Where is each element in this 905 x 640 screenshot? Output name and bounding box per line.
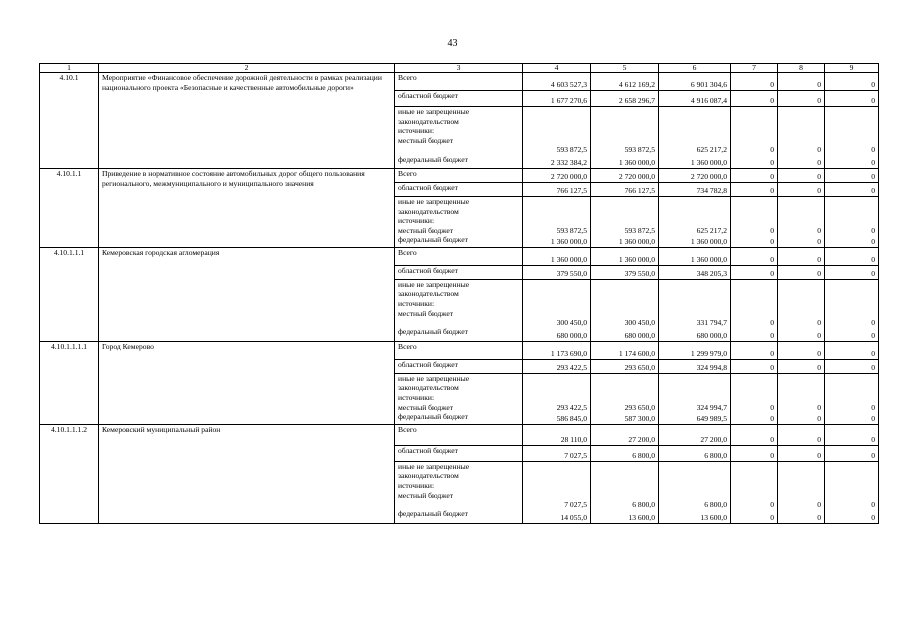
source-label-line: источники: — [398, 480, 435, 490]
row-name: Город Кемерово — [99, 341, 395, 424]
value-cell: 593 872,5 — [523, 107, 591, 155]
value-cell: 593 872,5 — [591, 107, 659, 155]
value-cell: 0 — [825, 327, 879, 341]
header-row — [40, 64, 879, 73]
value-cell: 0 — [825, 73, 879, 91]
value-cell: 0 — [825, 412, 879, 424]
value-cell: 0 — [778, 341, 825, 359]
value-cell: 0 — [825, 107, 879, 155]
source-label-line: иные не запрещенные — [398, 197, 470, 206]
source-label-local — [395, 373, 523, 412]
value-cell: 0 — [778, 412, 825, 424]
value-cell: 0 — [825, 183, 879, 197]
value-cell: 0 — [731, 279, 778, 327]
source-label-regional: областной бюджет — [395, 91, 523, 107]
value-cell: 2 720 000,0 — [659, 169, 731, 183]
source-label-local — [395, 197, 523, 236]
section-row-total — [40, 169, 879, 183]
value-cell: 1 360 000,0 — [659, 247, 731, 265]
value-cell: 4 916 087,4 — [659, 91, 731, 107]
value-cell: 6 901 304,6 — [659, 73, 731, 91]
value-cell: 28 110,0 — [523, 424, 591, 445]
source-label-regional: областной бюджет — [395, 359, 523, 373]
value-cell: 0 — [825, 91, 879, 107]
value-cell: 680 000,0 — [591, 327, 659, 341]
source-label-line: законодательством — [398, 289, 459, 299]
value-cell: 0 — [731, 461, 778, 509]
value-cell: 0 — [731, 155, 778, 169]
section-row-total — [40, 424, 879, 445]
value-cell: 2 720 000,0 — [591, 169, 659, 183]
row-code: 4.10.1.1.1.2 — [40, 424, 99, 523]
row-name: Приведение в нормативное состояние автомобильных дорог общего пользования регионального, межмуниципального и муниципального значения — [99, 169, 395, 248]
value-cell: 300 450,0 — [591, 279, 659, 327]
source-label-line: иные не запрещенные — [398, 279, 470, 289]
value-cell: 0 — [825, 247, 879, 265]
row-name: Кемеровский муниципальный район — [99, 424, 395, 523]
source-label-federal: федеральный бюджет — [395, 509, 523, 523]
value-cell: 586 845,0 — [523, 412, 591, 424]
value-cell: 766 127,5 — [591, 183, 659, 197]
value-cell: 0 — [731, 235, 778, 247]
value-cell: 0 — [731, 359, 778, 373]
section-row-total — [40, 73, 879, 91]
value-cell: 2 720 000,0 — [523, 169, 591, 183]
value-cell: 13 600,0 — [591, 509, 659, 523]
value-cell: 0 — [778, 424, 825, 445]
value-cell: 14 055,0 — [523, 509, 591, 523]
table-body — [40, 64, 879, 524]
value-cell: 6 800,0 — [659, 461, 731, 509]
value-cell: 680 000,0 — [659, 327, 731, 341]
row-name: Кемеровская городская агломерация — [99, 247, 395, 341]
value-cell: 0 — [825, 359, 879, 373]
source-label-line: местный бюджет — [398, 402, 454, 412]
value-cell: 331 794,7 — [659, 279, 731, 327]
section-row-total — [40, 341, 879, 359]
value-cell: 293 650,0 — [591, 359, 659, 373]
value-cell: 7 027,5 — [523, 461, 591, 509]
value-cell: 1 174 600,0 — [591, 341, 659, 359]
value-cell: 293 422,5 — [523, 359, 591, 373]
value-cell: 4 612 169,2 — [591, 73, 659, 91]
value-cell: 1 360 000,0 — [659, 155, 731, 169]
value-cell: 0 — [778, 461, 825, 509]
source-label-line: иные не запрещенные — [398, 107, 470, 116]
value-cell: 0 — [778, 197, 825, 236]
value-cell: 0 — [778, 169, 825, 183]
source-label-federal: федеральный бюджет — [395, 327, 523, 341]
source-label-line: законодательством — [398, 116, 459, 126]
source-label-line: источники: — [398, 299, 435, 309]
source-label-line: иные не запрещенные — [398, 461, 470, 471]
source-label-federal: федеральный бюджет — [395, 412, 523, 424]
value-cell: 0 — [825, 424, 879, 445]
value-cell: 0 — [778, 73, 825, 91]
value-cell: 0 — [825, 461, 879, 509]
value-cell: 27 200,0 — [591, 424, 659, 445]
value-cell: 0 — [825, 373, 879, 412]
value-cell: 0 — [778, 107, 825, 155]
value-cell: 0 — [778, 183, 825, 197]
source-label-local — [395, 107, 523, 155]
value-cell: 0 — [731, 197, 778, 236]
row-code: 4.10.1.1 — [40, 169, 99, 248]
value-cell: 0 — [778, 279, 825, 327]
header-cell: 4 — [523, 64, 591, 73]
value-cell: 4 603 527,3 — [523, 73, 591, 91]
source-label-line: местный бюджет — [398, 490, 454, 500]
value-cell: 0 — [825, 169, 879, 183]
value-cell: 348 205,3 — [659, 265, 731, 279]
header-cell: 7 — [731, 64, 778, 73]
value-cell: 0 — [731, 412, 778, 424]
source-label-line: источники: — [398, 216, 435, 226]
value-cell: 0 — [825, 235, 879, 247]
source-label-federal: федеральный бюджет — [395, 155, 523, 169]
value-cell: 1 299 979,0 — [659, 341, 731, 359]
value-cell: 0 — [778, 265, 825, 279]
source-label-regional: областной бюджет — [395, 265, 523, 279]
value-cell: 7 027,5 — [523, 445, 591, 461]
value-cell: 0 — [731, 509, 778, 523]
row-name: Мероприятие «Финансовое обеспечение дорожной деятельности в рамках реализации национального проекта «Безопасные и качественные автомобильные дороги» — [99, 73, 395, 169]
value-cell: 300 450,0 — [523, 279, 591, 327]
value-cell: 1 360 000,0 — [523, 235, 591, 247]
value-cell: 0 — [825, 445, 879, 461]
source-label-local — [395, 461, 523, 509]
value-cell: 0 — [731, 107, 778, 155]
value-cell: 293 422,5 — [523, 373, 591, 412]
value-cell: 2 332 384,2 — [523, 155, 591, 169]
value-cell: 0 — [778, 509, 825, 523]
source-label-total: Всего — [395, 424, 523, 445]
value-cell: 1 360 000,0 — [591, 247, 659, 265]
source-label-line: местный бюджет — [398, 135, 454, 145]
value-cell: 0 — [778, 247, 825, 265]
header-cell: 6 — [659, 64, 731, 73]
value-cell: 680 000,0 — [523, 327, 591, 341]
value-cell: 2 658 296,7 — [591, 91, 659, 107]
budget-table — [39, 63, 879, 524]
value-cell: 6 800,0 — [659, 445, 731, 461]
source-label-total: Всего — [395, 247, 523, 265]
value-cell: 0 — [731, 247, 778, 265]
source-label-line: законодательством — [398, 383, 459, 393]
source-label-local — [395, 279, 523, 327]
value-cell: 587 300,0 — [591, 412, 659, 424]
source-label-total: Всего — [395, 341, 523, 359]
value-cell: 0 — [778, 235, 825, 247]
value-cell: 766 127,5 — [523, 183, 591, 197]
source-label-regional: областной бюджет — [395, 183, 523, 197]
value-cell: 0 — [825, 341, 879, 359]
source-label-line: иные не запрещенные — [398, 373, 470, 383]
row-code: 4.10.1.1.1 — [40, 247, 99, 341]
value-cell: 0 — [731, 91, 778, 107]
value-cell: 1 360 000,0 — [591, 155, 659, 169]
value-cell: 0 — [731, 341, 778, 359]
value-cell: 593 872,5 — [523, 197, 591, 236]
source-label-line: законодательством — [398, 471, 459, 481]
value-cell: 625 217,2 — [659, 107, 731, 155]
page-number: 43 — [447, 38, 458, 49]
value-cell: 6 800,0 — [591, 445, 659, 461]
value-cell: 0 — [825, 155, 879, 169]
value-cell: 0 — [825, 279, 879, 327]
source-label-total: Всего — [395, 73, 523, 91]
value-cell: 1 360 000,0 — [523, 247, 591, 265]
source-label-federal: федеральный бюджет — [395, 235, 523, 247]
value-cell: 1 173 690,0 — [523, 341, 591, 359]
value-cell: 379 550,0 — [591, 265, 659, 279]
value-cell: 0 — [731, 183, 778, 197]
source-label-line: местный бюджет — [398, 225, 454, 235]
value-cell: 649 989,5 — [659, 412, 731, 424]
header-cell: 8 — [778, 64, 825, 73]
value-cell: 293 650,0 — [591, 373, 659, 412]
value-cell: 0 — [778, 155, 825, 169]
value-cell: 0 — [731, 73, 778, 91]
row-code: 4.10.1.1.1.1 — [40, 341, 99, 424]
value-cell: 1 360 000,0 — [659, 235, 731, 247]
value-cell: 0 — [778, 91, 825, 107]
row-code: 4.10.1 — [40, 73, 99, 169]
value-cell: 0 — [731, 265, 778, 279]
value-cell: 0 — [731, 327, 778, 341]
value-cell: 0 — [825, 265, 879, 279]
header-cell: 9 — [825, 64, 879, 73]
value-cell: 625 217,2 — [659, 197, 731, 236]
value-cell: 0 — [825, 197, 879, 236]
value-cell: 0 — [731, 169, 778, 183]
value-cell: 13 600,0 — [659, 509, 731, 523]
source-label-line: источники: — [398, 393, 435, 403]
value-cell: 6 800,0 — [591, 461, 659, 509]
header-cell: 5 — [591, 64, 659, 73]
header-cell: 1 — [40, 64, 99, 73]
value-cell: 0 — [731, 373, 778, 412]
value-cell: 0 — [731, 445, 778, 461]
source-label-line: законодательством — [398, 206, 459, 216]
value-cell: 27 200,0 — [659, 424, 731, 445]
value-cell: 0 — [778, 327, 825, 341]
value-cell: 734 782,8 — [659, 183, 731, 197]
source-label-line: местный бюджет — [398, 308, 454, 318]
header-cell: 2 — [99, 64, 395, 73]
value-cell: 379 550,0 — [523, 265, 591, 279]
source-label-regional: областной бюджет — [395, 445, 523, 461]
value-cell: 1 677 270,6 — [523, 91, 591, 107]
header-cell: 3 — [395, 64, 523, 73]
value-cell: 324 994,7 — [659, 373, 731, 412]
value-cell: 593 872,5 — [591, 197, 659, 236]
value-cell: 0 — [778, 359, 825, 373]
source-label-total: Всего — [395, 169, 523, 183]
source-label-line: источники: — [398, 126, 435, 136]
value-cell: 0 — [825, 509, 879, 523]
value-cell: 0 — [731, 424, 778, 445]
value-cell: 0 — [778, 373, 825, 412]
value-cell: 324 994,8 — [659, 359, 731, 373]
value-cell: 0 — [778, 445, 825, 461]
section-row-total — [40, 247, 879, 265]
value-cell: 1 360 000,0 — [591, 235, 659, 247]
